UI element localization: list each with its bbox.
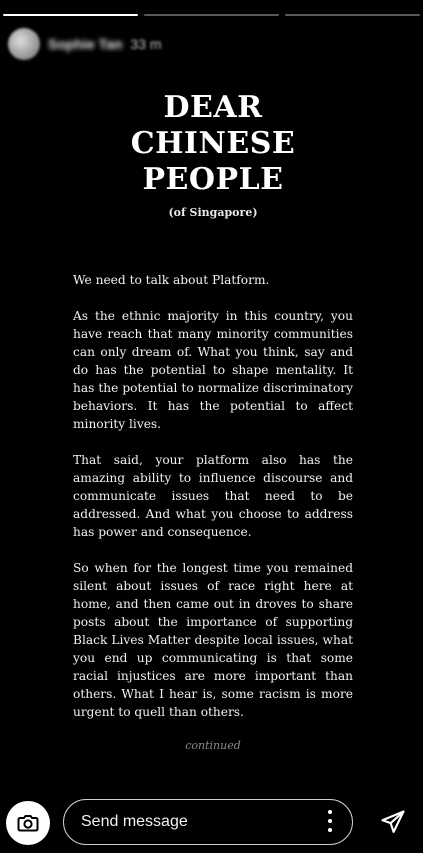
paragraph: We need to talk about Platform. [73,273,270,287]
title-line: PEOPLE [142,162,284,197]
story-header [8,28,162,60]
continued-label: continued [185,739,241,752]
post-body [73,271,353,721]
message-input[interactable] [64,812,303,832]
reply-bar [0,795,423,853]
post-time: 33 m [130,36,162,52]
story-content [73,90,353,752]
paragraph: So when for the longest time you remained silent about issues of race right here at home, and then came out in droves to share posts about the importance of supporting Black Lives Matter despite local issues, what you end up communicating is that some racial injustices are more important than others. What I hear is, some racism is more urgent to quell than others. [73,561,353,719]
story-progress-segment [144,14,279,16]
dot [328,810,332,814]
dot [328,828,332,832]
camera-button[interactable] [6,801,50,845]
paragraph: As the ethnic majority in this country, you have reach that many minority communities can only dream of. What you think, say and do has the potential to shape mentality. It has the potential to normalize discriminatory behaviors. It has the potential to affect minority lives. [73,309,353,431]
title-line: CHINESE [130,126,296,161]
send-icon[interactable] [379,808,407,836]
post-title [73,90,353,198]
story-progress-segment [285,14,420,16]
story-progress-fill [3,14,138,16]
dot [328,819,332,823]
story-progress-bar [3,14,420,16]
post-subtitle: (of Singapore) [168,206,258,219]
more-vertical-icon[interactable] [326,810,334,832]
camera-icon [16,811,40,835]
paragraph: That said, your platform also has the amazing ability to influence discourse and communicate issues that need to be addressed. And what you choose to address has power and consequence. [73,453,353,539]
username[interactable]: Sophie Tan [48,36,123,52]
avatar[interactable] [8,28,40,60]
title-line: DEAR [163,90,263,125]
story-progress-segment [3,14,138,16]
message-field[interactable] [63,799,353,845]
